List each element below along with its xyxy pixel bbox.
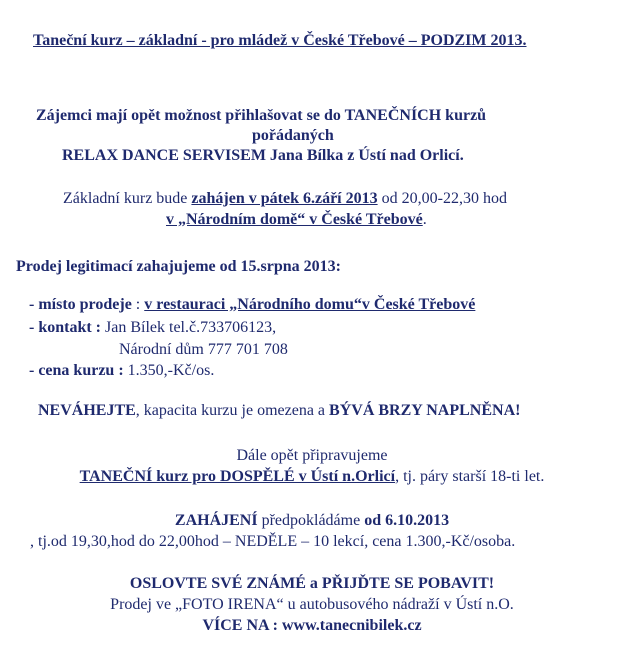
course-start-prefix: Základní kurz bude bbox=[63, 190, 192, 207]
course-start-date: zahájen v pátek 6.září 2013 bbox=[191, 190, 378, 207]
contact-value-2: Národní dům 777 701 708 bbox=[119, 341, 288, 358]
intro-line-1-text: Zájemci mají opět možnost přihlašovat se do TANEČNÍCH kurzů bbox=[36, 107, 487, 124]
page-title bbox=[33, 31, 527, 51]
sale-heading bbox=[16, 257, 341, 277]
footer-web bbox=[0, 616, 624, 636]
sale-place-value: v restauraci „Národního domu“v České Třebové bbox=[144, 296, 476, 313]
sale-place bbox=[29, 295, 475, 315]
capacity-warning bbox=[38, 401, 520, 421]
course-start-line bbox=[63, 189, 507, 209]
intro-line-2 bbox=[252, 126, 334, 146]
course-venue: v „Národním domě“ v České Třebové bbox=[166, 211, 423, 228]
adult-schedule bbox=[30, 532, 515, 552]
footer-shop-text: Prodej ve „FOTO IRENA“ u autobusového nádraží v Ústí n.O. bbox=[110, 596, 514, 613]
footer-call-text: OSLOVTE SVÉ ZNÁMÉ a PŘIJĎTE SE POBAVIT! bbox=[129, 575, 495, 592]
sale-place-label: - místo prodeje bbox=[29, 296, 132, 313]
contact-value: Jan Bílek tel.č.733706123, bbox=[101, 319, 277, 336]
contact-line bbox=[29, 318, 276, 338]
adult-start-line bbox=[0, 511, 624, 531]
footer-call bbox=[0, 574, 624, 594]
intro-line-3 bbox=[62, 146, 464, 166]
price-value: 1.350,-Kč/os. bbox=[123, 362, 215, 379]
course-venue-dot: . bbox=[422, 211, 427, 228]
contact-label: - kontakt : bbox=[29, 319, 102, 336]
price-line bbox=[29, 361, 214, 381]
adult-start-a: ZAHÁJENÍ bbox=[174, 512, 258, 529]
intro-line-1 bbox=[36, 106, 486, 126]
adult-course: TANEČNÍ kurz pro DOSPĚLÉ v Ústí n.Orlicí bbox=[79, 468, 396, 485]
course-start-time: od 20,00-22,30 hod bbox=[377, 190, 507, 207]
warning-a: NEVÁHEJTE bbox=[38, 402, 136, 419]
adult-course-rest: , tj. páry starší 18-ti let. bbox=[395, 468, 545, 485]
adult-intro bbox=[0, 446, 624, 466]
contact-line-2 bbox=[119, 340, 288, 360]
footer-shop bbox=[0, 595, 624, 615]
adult-start-b: předpokládáme bbox=[257, 512, 365, 529]
footer-web-text: VÍCE NA : www.tanecnibilek.cz bbox=[202, 617, 422, 634]
intro-line-2-text: pořádaných bbox=[252, 127, 334, 144]
warning-c: BÝVÁ BRZY NAPLNĚNA! bbox=[329, 402, 521, 419]
adult-intro-text: Dále opět připravujeme bbox=[236, 447, 388, 464]
adult-course-line bbox=[0, 467, 624, 487]
page-title-text: Taneční kurz – základní - pro mládež v České Třebové – PODZIM 2013. bbox=[33, 32, 527, 49]
sale-heading-text: Prodej legitimací zahajujeme od 15.srpna 2013: bbox=[16, 258, 341, 275]
adult-start-c: od 6.10.2013 bbox=[364, 512, 450, 529]
warning-b: , kapacita kurzu je omezena a bbox=[135, 402, 330, 419]
adult-schedule-text: , tj.od 19,30,hod do 22,00hod – NEDĚLE – 10 lekcí, cena 1.300,-Kč/osoba. bbox=[30, 533, 516, 550]
course-venue-line bbox=[166, 210, 427, 230]
sale-place-sep: : bbox=[131, 296, 145, 313]
intro-line-3-text: RELAX DANCE SERVISEM Jana Bílka z Ústí nad Orlicí. bbox=[62, 147, 464, 164]
price-label: - cena kurzu : bbox=[29, 362, 124, 379]
